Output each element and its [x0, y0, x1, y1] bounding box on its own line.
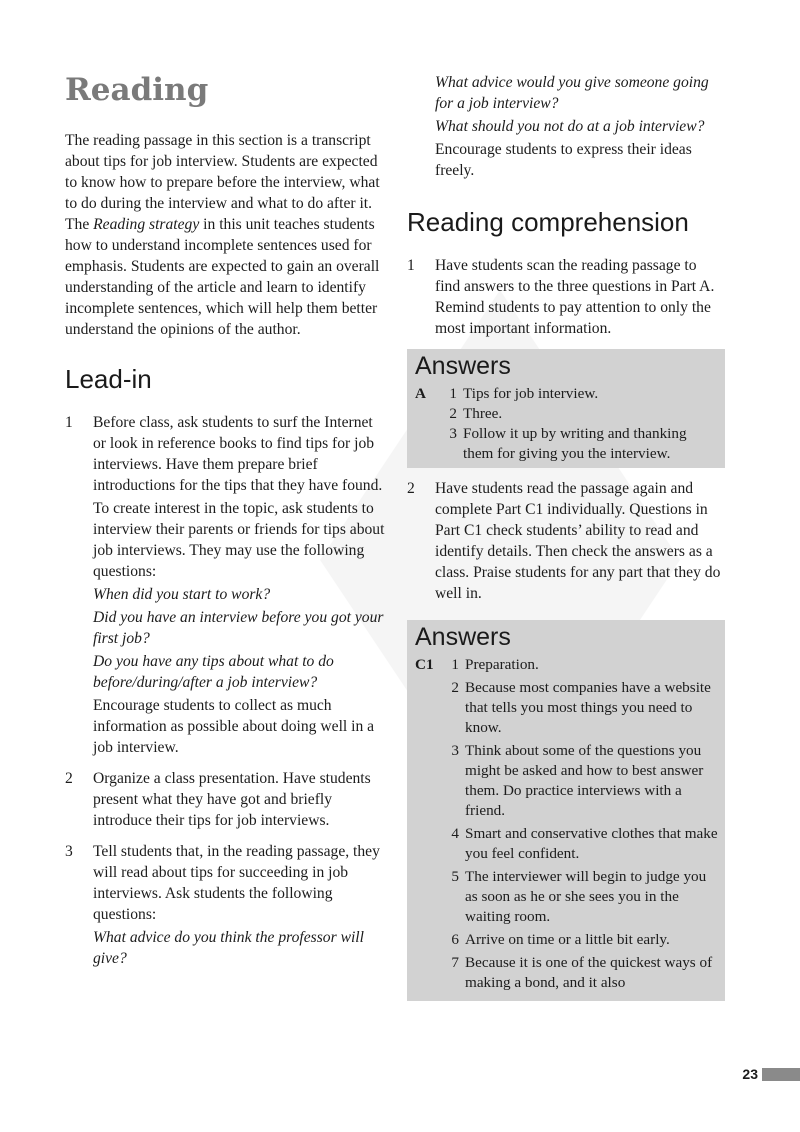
answer-row: 2 Three.	[449, 405, 503, 422]
right-column	[407, 72, 725, 1001]
left-column	[65, 70, 385, 971]
answers-title: Answers	[415, 352, 511, 380]
comprehension-item-1	[407, 255, 725, 341]
leadin-item-3-text-2: Encourage students to express their ideas freely.	[435, 141, 692, 179]
item-number: 2	[65, 770, 73, 787]
leadin-item-3-text: Tell students that, in the reading passage, they will read about tips for succeeding in job interviews. Ask students the following questions:	[93, 843, 380, 923]
comprehension-item-2	[407, 478, 725, 606]
answers-title: Answers	[415, 623, 511, 651]
comprehension-item-1-text: Have students scan the reading passage to find answers to the three questions in Part A. Remind students to pay attention to only the most important information.	[435, 257, 715, 337]
answer-row: C1 1 Preparation.	[415, 656, 539, 673]
answer-row: 6 Arrive on time or a little bit early.	[451, 931, 670, 948]
answer-row: A 1 Tips for job interview.	[415, 385, 599, 402]
leadin-item-1-text-2: To create interest in the topic, ask students to interview their parents or friends for tips about job interviews. They may use the following questions:	[93, 500, 385, 580]
answer-part-label: A	[415, 385, 426, 402]
comprehension-item-2-text: Have students read the passage again and complete Part C1 individually. Questions in Part C1 check students’ ability to read and identify details. Then check the answers as a class. Praise students for any part that they do well in.	[435, 480, 721, 602]
leadin-item-3	[65, 841, 385, 971]
item-number: 1	[65, 414, 73, 431]
reading-intro: The reading passage in this section is a transcript about tips for job interview. Students are expected to know how to prepare before the interview, what to do during the interview and what to do after it. The Reading strategy in this unit teaches students how to understand incomplete sentences used for emphasis. Students are expected to gain an overall understanding of the article and learn to identify incomplete sentences, which will help them better understand the opinions of the author.	[65, 132, 380, 338]
item-number: 2	[407, 480, 415, 497]
question: What should you not do at a job interview?	[435, 118, 705, 135]
answers-box-a	[407, 349, 725, 468]
leadin-item-1	[65, 412, 385, 760]
page-number-bar	[762, 1068, 800, 1081]
answer-part-label: C1	[415, 656, 434, 673]
leadin-item-1-text-3: Encourage students to collect as much information as possible about doing well in a job interview.	[93, 697, 375, 756]
question: When did you start to work?	[93, 586, 271, 603]
item-number: 3	[65, 843, 73, 860]
question: Did you have an interview before you got your first job?	[93, 609, 384, 647]
answer-row: 4 Smart and conservative clothes that make you feel confident.	[451, 825, 718, 862]
leadin-item-1-text: Before class, ask students to surf the Internet or look in reference books to find tips for job interviews. Have them prepare brief introductions for the tips that they have found.	[93, 414, 383, 494]
section-title-reading: Reading	[65, 72, 209, 108]
answer-row: 3 Think about some of the questions you might be asked and how to best answer them. Do practice interviews with a friend.	[451, 742, 704, 819]
page-number	[742, 1066, 800, 1082]
question: Do you have any tips about what to do before/during/after a job interview?	[93, 653, 334, 691]
subtitle-reading-comprehension: Reading comprehension	[407, 207, 689, 237]
leadin-item-3-continued	[407, 72, 725, 181]
question: What advice do you think the professor will give?	[93, 929, 364, 967]
question: What advice would you give someone going for a job interview?	[435, 74, 709, 112]
answer-row: 5 The interviewer will begin to judge you as soon as he or she sees you in the waiting room.	[451, 868, 707, 925]
subtitle-lead-in: Lead-in	[65, 364, 152, 394]
item-number: 1	[407, 257, 415, 274]
leadin-item-2	[65, 768, 385, 833]
answer-row: 3 Follow it up by writing and thanking them for giving you the interview.	[449, 425, 687, 462]
answer-row: 2 Because most companies have a website that tells you most things you need to know.	[451, 679, 711, 736]
leadin-item-2-text: Organize a class presentation. Have students present what they have got and briefly introduce their tips for job interviews.	[93, 770, 371, 829]
answer-row: 7 Because it is one of the quickest ways of making a bond, and it also	[451, 954, 713, 991]
answers-box-c1	[407, 620, 725, 1001]
page-number-text: 23	[742, 1066, 758, 1082]
